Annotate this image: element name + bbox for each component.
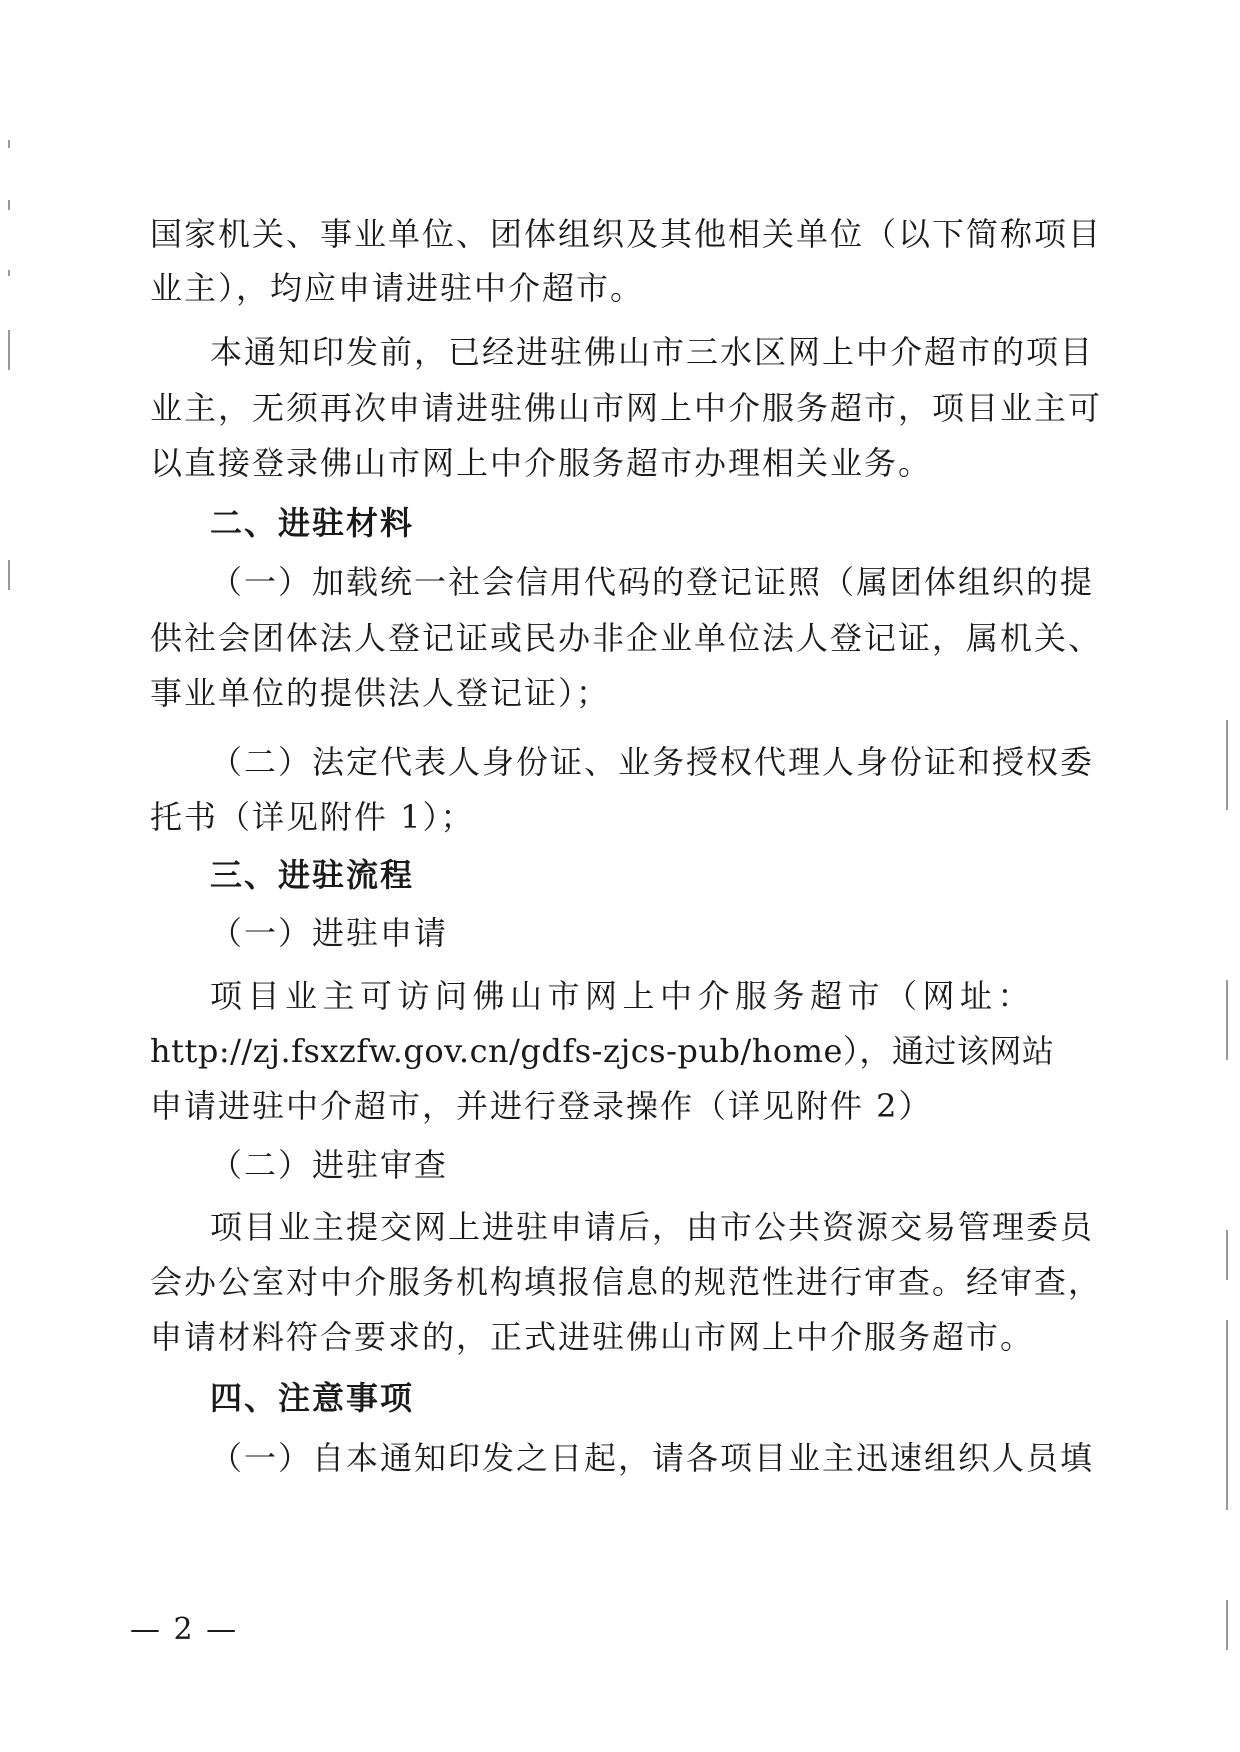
section-heading: 三、进驻流程 [210,856,415,894]
body-text-line: 项目业主提交网上进驻申请后，由市公共资源交易管理委员 [210,1208,1095,1246]
url-text-line: http://zj.fsxzfw.gov.cn/gdfs-zjcs-pub/home），通过该网站 [150,1032,1055,1070]
body-text-line: 项目业主可访问佛山市网上中介服务超市（网址： [210,977,1036,1015]
scan-mark [8,560,10,590]
body-text-line: 会办公室对中介服务机构填报信息的规范性进行审查。经审查， [150,1263,1103,1301]
scan-mark [1226,1230,1228,1280]
body-text-line: 申请材料符合要求的，正式进驻佛山市网上中介服务超市。 [150,1318,1035,1356]
scan-mark [8,200,10,210]
scan-mark [8,270,10,276]
body-text-line: 本通知印发前，已经进驻佛山市三水区网上中介超市的项目 [210,333,1095,371]
body-text-line: （二）法定代表人身份证、业务授权代理人身份证和授权委 [210,743,1095,781]
body-text-line: 业主），均应申请进驻中介超市。 [150,269,645,307]
body-text-line: 国家机关、事业单位、团体组织及其他相关单位（以下简称项目 [150,215,1103,253]
body-text-line: 以直接登录佛山市网上中介服务超市办理相关业务。 [150,444,933,482]
section-heading: 二、进驻材料 [210,504,415,542]
body-text-line: 事业单位的提供法人登记证）； [150,674,611,712]
body-text-line: 供社会团体法人登记证或民办非企业单位法人登记证，属机关、 [150,619,1103,657]
subsection-heading: （二）进驻审查 [210,1146,449,1184]
body-text-line: （一）加载统一社会信用代码的登记证照（属团体组织的提 [210,563,1095,601]
scan-mark [8,330,10,370]
scan-mark [1226,1320,1228,1510]
scan-mark [1226,1600,1228,1650]
body-text-line: 业主，无须再次申请进驻佛山市网上中介服务超市，项目业主可 [150,389,1103,427]
page-number: — 2 — [130,1612,239,1647]
subsection-heading: （一）进驻申请 [210,914,449,952]
section-heading: 四、注意事项 [210,1379,415,1417]
scan-mark [1226,720,1228,810]
body-text-line: （一）自本通知印发之日起，请各项目业主迅速组织人员填 [210,1439,1095,1477]
scan-mark [8,140,10,148]
body-text-line: 申请进驻中介超市，并进行登录操作（详见附件 2） [150,1087,933,1125]
body-text-line: 托书（详见附件 1）； [150,798,475,836]
scan-mark [1226,980,1228,1060]
